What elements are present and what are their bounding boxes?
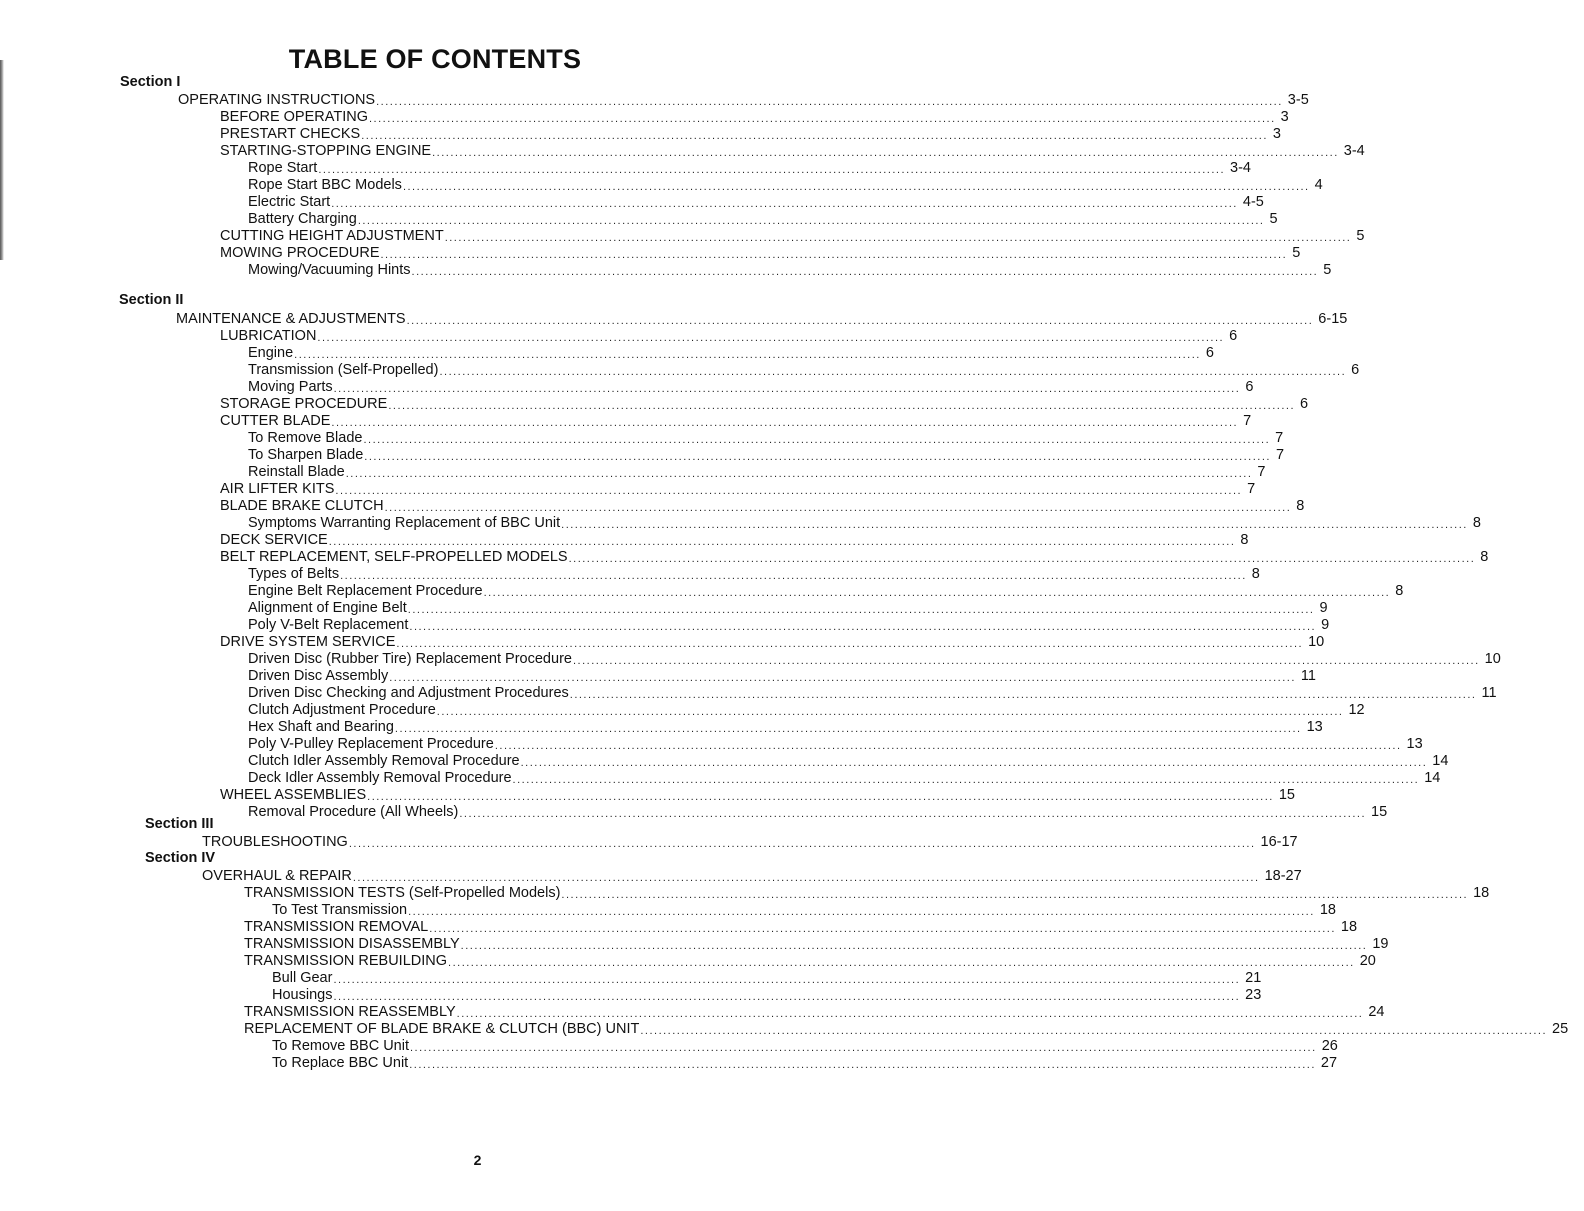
toc-entry-page: 11	[1481, 685, 1497, 701]
toc-entry-title: BEFORE OPERATING	[220, 109, 368, 125]
toc-entry-title: OVERHAUL & REPAIR	[202, 868, 352, 884]
toc-dot-leader: .......................................................................................................................................................................................................	[384, 502, 1292, 514]
toc-entry	[244, 953, 1376, 970]
toc-dot-leader: .......................................................................................................................................................................................................	[394, 723, 1302, 735]
toc-entry-title: Clutch Adjustment Procedure	[248, 702, 436, 718]
toc-entry	[220, 245, 1301, 262]
toc-entry	[248, 719, 1323, 736]
toc-dot-leader: .......................................................................................................................................................................................................	[444, 232, 1352, 244]
toc-entry-title: Poly V-Pulley Replacement Procedure	[248, 736, 494, 752]
toc-entry-title: Engine	[248, 345, 294, 361]
toc-entry-page: 20	[1359, 953, 1376, 969]
toc-entry-page: 24	[1368, 1004, 1385, 1020]
toc-entry	[248, 194, 1264, 211]
toc-dot-leader: .......................................................................................................................................................................................................	[388, 400, 1296, 412]
toc-entry-page: 4	[1314, 177, 1323, 193]
toc-entry	[248, 736, 1423, 753]
toc-entry	[244, 885, 1490, 902]
toc-entry-title: Poly V-Belt Replacement	[248, 617, 409, 633]
toc-entry-title: Removal Procedure (All Wheels)	[248, 804, 459, 820]
toc-entry-page: 3	[1272, 126, 1281, 142]
toc-entry-page: 13	[1306, 719, 1323, 735]
toc-entry	[178, 92, 1309, 109]
toc-entry-page: 5	[1269, 211, 1278, 227]
toc-entry-page: 12	[1348, 702, 1365, 718]
toc-entry-page: 3-4	[1230, 160, 1251, 176]
toc-entry	[248, 566, 1260, 583]
toc-entry-page: 6	[1229, 328, 1238, 344]
toc-dot-leader: .......................................................................................................................................................................................................	[380, 249, 1288, 261]
toc-entry-page: 3-4	[1343, 143, 1365, 159]
toc-dot-leader: .......................................................................................................................................................................................................	[448, 957, 1355, 969]
toc-dot-leader: .......................................................................................................................................................................................................	[569, 689, 1477, 701]
toc-entry	[220, 532, 1249, 549]
toc-entry-title: AIR LIFTER KITS	[220, 481, 335, 497]
toc-entry-title: TRANSMISSION REMOVAL	[244, 919, 429, 935]
toc-dot-leader: .......................................................................................................................................................................................................	[456, 1008, 1364, 1020]
toc-entry	[220, 228, 1365, 245]
toc-dot-leader: .......................................................................................................................................................................................................	[402, 181, 1310, 193]
toc-entry-page: 7	[1247, 481, 1256, 497]
page-title: TABLE OF CONTENTS	[288, 44, 582, 74]
toc-entry-page: 5	[1292, 245, 1301, 261]
section-heading-1: Section I	[120, 74, 181, 90]
toc-entry	[248, 430, 1284, 447]
toc-entry-page: 8	[1395, 583, 1404, 599]
toc-dot-leader: .......................................................................................................................................................................................................	[568, 553, 1476, 565]
toc-entry-title: Reinstall Blade	[248, 464, 345, 480]
toc-entry-title: Rope Start BBC Models	[248, 177, 402, 193]
toc-entry-page: 11	[1300, 668, 1316, 684]
toc-dot-leader: .......................................................................................................................................................................................................	[331, 198, 1238, 210]
toc-entry	[248, 617, 1330, 634]
toc-entry-page: 8	[1472, 515, 1481, 531]
toc-dot-leader: .......................................................................................................................................................................................................	[363, 434, 1271, 446]
toc-entry-page: 5	[1323, 262, 1332, 278]
section-heading-4: Section IV	[145, 850, 216, 866]
toc-dot-leader: .......................................................................................................................................................................................................	[408, 906, 1315, 918]
toc-entry-page: 4-5	[1242, 194, 1264, 210]
toc-entry-page: 6-15	[1318, 311, 1348, 327]
toc-entry	[272, 902, 1336, 919]
toc-entry-title: Transmission (Self-Propelled)	[248, 362, 439, 378]
toc-entry-title: DECK SERVICE	[220, 532, 328, 548]
toc-entry-title: Driven Disc Assembly	[248, 668, 389, 684]
toc-entry-page: 8	[1480, 549, 1489, 565]
page-number: 2	[473, 1152, 482, 1168]
toc-entry-title: Engine Belt Replacement Procedure	[248, 583, 483, 599]
toc-dot-leader: .......................................................................................................................................................................................................	[494, 740, 1402, 752]
toc-entry	[248, 515, 1481, 532]
toc-entry-title: MOWING PROCEDURE	[220, 245, 380, 261]
toc-entry-title: Driven Disc (Rubber Tire) Replacement Procedure	[248, 651, 572, 667]
toc-dot-leader: .......................................................................................................................................................................................................	[389, 672, 1296, 684]
toc-entry-title: To Replace BBC Unit	[272, 1055, 409, 1071]
toc-entry-page: 3-5	[1287, 92, 1309, 108]
toc-entry-title: LUBRICATION	[220, 328, 317, 344]
toc-dot-leader: .......................................................................................................................................................................................................	[409, 621, 1317, 633]
toc-entry-page: 26	[1321, 1038, 1338, 1054]
toc-dot-leader: .......................................................................................................................................................................................................	[318, 164, 1226, 176]
toc-entry-page: 9	[1321, 617, 1330, 633]
toc-entry-title: TRANSMISSION TESTS (Self-Propelled Models)	[244, 885, 561, 901]
toc-dot-leader: .......................................................................................................................................................................................................	[460, 940, 1368, 952]
toc-entry	[220, 481, 1256, 498]
toc-entry	[248, 464, 1266, 481]
toc-entry-page: 5	[1356, 228, 1365, 244]
toc-entry-title: Rope Start	[248, 160, 318, 176]
toc-entry-page: 21	[1245, 970, 1262, 986]
toc-dot-leader: .......................................................................................................................................................................................................	[396, 638, 1304, 650]
toc-entry-title: Symptoms Warranting Replacement of BBC Unit	[248, 515, 561, 531]
toc-entry-title: Mowing/Vacuuming Hints	[248, 262, 411, 278]
toc-entry-title: TRANSMISSION REBUILDING	[244, 953, 448, 969]
toc-entry-title: BLADE BRAKE CLUTCH	[220, 498, 384, 514]
toc-entry-title: To Remove Blade	[248, 430, 363, 446]
toc-entry-title: Alignment of Engine Belt	[248, 600, 407, 616]
toc-entry	[244, 1021, 1569, 1038]
toc-entry-page: 10	[1308, 634, 1325, 650]
toc-entry	[248, 600, 1328, 617]
toc-dot-leader: .......................................................................................................................................................................................................	[317, 332, 1225, 344]
toc-entry	[220, 413, 1252, 430]
toc-entry	[248, 685, 1497, 702]
toc-dot-leader: .......................................................................................................................................................................................................	[364, 451, 1271, 463]
toc-entry	[248, 770, 1441, 787]
toc-dot-leader: .......................................................................................................................................................................................................	[561, 889, 1469, 901]
toc-entry	[248, 262, 1332, 279]
toc-dot-leader: .......................................................................................................................................................................................................	[357, 215, 1265, 227]
toc-dot-leader: .......................................................................................................................................................................................................	[333, 383, 1241, 395]
toc-entry-title: OPERATING INSTRUCTIONS	[178, 92, 376, 108]
toc-entry-page: 25	[1552, 1021, 1569, 1037]
toc-dot-leader: .......................................................................................................................................................................................................	[340, 570, 1247, 582]
toc-entry-title: To Sharpen Blade	[248, 447, 364, 463]
toc-dot-leader: .......................................................................................................................................................................................................	[429, 923, 1336, 935]
toc-entry	[248, 753, 1449, 770]
toc-dot-leader: .......................................................................................................................................................................................................	[331, 417, 1239, 429]
toc-entry-page: 6	[1245, 379, 1254, 395]
toc-dot-leader: .......................................................................................................................................................................................................	[352, 872, 1260, 884]
toc-entry-title: CUTTER BLADE	[220, 413, 331, 429]
toc-entry-page: 7	[1275, 430, 1284, 446]
toc-dot-leader: .......................................................................................................................................................................................................	[368, 113, 1276, 125]
toc-dot-leader: .......................................................................................................................................................................................................	[333, 974, 1241, 986]
toc-dot-leader: .......................................................................................................................................................................................................	[361, 130, 1268, 142]
toc-entry-page: 18	[1340, 919, 1358, 935]
toc-entry-page: 9	[1319, 600, 1328, 616]
toc-dot-leader: .......................................................................................................................................................................................................	[367, 791, 1274, 803]
toc-entry	[248, 345, 1214, 362]
toc-entry	[220, 328, 1238, 345]
toc-entry-page: 23	[1245, 987, 1262, 1003]
toc-entry	[272, 1038, 1338, 1055]
toc-dot-leader: .......................................................................................................................................................................................................	[335, 485, 1243, 497]
toc-entry-title: MAINTENANCE & ADJUSTMENTS	[176, 311, 406, 327]
toc-dot-leader: .......................................................................................................................................................................................................	[407, 604, 1315, 616]
section-heading-3: Section III	[145, 816, 214, 832]
toc-entry-title: STARTING-STOPPING ENGINE	[220, 143, 432, 159]
toc-entry	[220, 396, 1309, 413]
toc-dot-leader: .......................................................................................................................................................................................................	[411, 266, 1319, 278]
toc-entry-page: 16-17	[1260, 834, 1298, 850]
toc-entry-title: Electric Start	[248, 194, 331, 210]
toc-entry	[248, 177, 1323, 194]
toc-entry-page: 18	[1319, 902, 1336, 918]
toc-dot-leader: .......................................................................................................................................................................................................	[410, 1042, 1317, 1054]
toc-entry-title: Bull Gear	[272, 970, 333, 986]
toc-entry-page: 7	[1243, 413, 1252, 429]
toc-entry	[272, 987, 1262, 1004]
toc-entry-title: WHEEL ASSEMBLIES	[220, 787, 367, 803]
toc-dot-leader: .......................................................................................................................................................................................................	[561, 519, 1468, 531]
toc-dot-leader: .......................................................................................................................................................................................................	[520, 757, 1428, 769]
toc-dot-leader: .......................................................................................................................................................................................................	[409, 1059, 1316, 1071]
toc-entry-title: Clutch Idler Assembly Removal Procedure	[248, 753, 520, 769]
scan-edge-shadow	[0, 60, 4, 260]
toc-entry-title: CUTTING HEIGHT ADJUSTMENT	[220, 228, 444, 244]
toc-entry-title: Deck Idler Assembly Removal Procedure	[248, 770, 512, 786]
toc-dot-leader: .......................................................................................................................................................................................................	[436, 706, 1344, 718]
toc-entry	[248, 160, 1251, 177]
toc-dot-leader: .......................................................................................................................................................................................................	[348, 838, 1256, 850]
toc-entry	[272, 970, 1262, 987]
toc-entry-title: PRESTART CHECKS	[220, 126, 361, 142]
toc-entry-page: 8	[1296, 498, 1305, 514]
toc-entry	[220, 549, 1489, 566]
toc-entry	[220, 126, 1281, 143]
toc-entry-title: Hex Shaft and Bearing	[248, 719, 394, 735]
toc-entry-title: Moving Parts	[248, 379, 333, 395]
toc-entry-page: 15	[1371, 804, 1388, 820]
toc-entry-page: 6	[1351, 362, 1360, 378]
toc-entry	[248, 583, 1404, 600]
toc-dot-leader: .......................................................................................................................................................................................................	[572, 655, 1480, 667]
toc-dot-leader: .......................................................................................................................................................................................................	[294, 349, 1201, 361]
toc-entry	[248, 379, 1254, 396]
toc-entry-page: 6	[1300, 396, 1309, 412]
toc-entry-title: To Remove BBC Unit	[272, 1038, 409, 1054]
toc-dot-leader: .......................................................................................................................................................................................................	[512, 774, 1420, 786]
toc-entry-page: 18-27	[1264, 868, 1302, 884]
toc-entry-page: 7	[1275, 447, 1285, 463]
toc-entry	[248, 211, 1278, 228]
toc-entry-page: 27	[1320, 1055, 1338, 1071]
toc-dot-leader: .......................................................................................................................................................................................................	[376, 96, 1283, 108]
toc-dot-leader: .......................................................................................................................................................................................................	[345, 468, 1253, 480]
toc-entry-title: Types of Belts	[248, 566, 340, 582]
toc-entry-title: DRIVE SYSTEM SERVICE	[220, 634, 396, 650]
toc-entry-page: 8	[1240, 532, 1249, 548]
toc-entry-page: 15	[1278, 787, 1295, 803]
toc-entry-title: BELT REPLACEMENT, SELF-PROPELLED MODELS	[220, 549, 568, 565]
toc-entry	[248, 668, 1316, 685]
toc-entry	[202, 834, 1298, 851]
toc-entry-page: 10	[1484, 651, 1501, 667]
toc-entry	[248, 804, 1388, 821]
toc-entry-page: 7	[1257, 464, 1266, 480]
toc-entry	[248, 702, 1365, 719]
toc-dot-leader: .......................................................................................................................................................................................................	[640, 1025, 1548, 1037]
toc-entry-page: 8	[1251, 566, 1260, 582]
toc-entry-title: To Test Transmission	[272, 902, 408, 918]
toc-entry	[248, 651, 1501, 668]
toc-entry-title: REPLACEMENT OF BLADE BRAKE & CLUTCH (BBC) UNIT	[244, 1021, 640, 1037]
toc-entry-page: 6	[1205, 345, 1214, 361]
toc-dot-leader: .......................................................................................................................................................................................................	[439, 366, 1347, 378]
toc-entry	[220, 787, 1295, 804]
toc-entry-page: 19	[1372, 936, 1389, 952]
toc-entry	[244, 1004, 1385, 1021]
toc-entry-title: TRANSMISSION DISASSEMBLY	[244, 936, 460, 952]
toc-entry	[248, 447, 1285, 464]
toc-entry	[244, 936, 1389, 953]
toc-dot-leader: .......................................................................................................................................................................................................	[483, 587, 1391, 599]
toc-entry-title: Housings	[272, 987, 333, 1003]
toc-entry-page: 18	[1473, 885, 1490, 901]
toc-entry-page: 13	[1406, 736, 1423, 752]
toc-entry	[176, 311, 1348, 328]
toc-dot-leader: .......................................................................................................................................................................................................	[432, 147, 1339, 159]
toc-entry	[272, 1055, 1338, 1072]
toc-entry	[220, 109, 1289, 126]
toc-entry	[220, 634, 1325, 651]
toc-entry	[220, 143, 1365, 160]
toc-entry-title: TROUBLESHOOTING	[202, 834, 348, 850]
toc-entry-page: 14	[1424, 770, 1441, 786]
toc-entry-page: 14	[1432, 753, 1449, 769]
toc-entry-title: Battery Charging	[248, 211, 357, 227]
toc-entry	[248, 362, 1360, 379]
toc-dot-leader: .......................................................................................................................................................................................................	[406, 315, 1314, 327]
toc-dot-leader: .......................................................................................................................................................................................................	[459, 808, 1367, 820]
toc-entry	[202, 868, 1302, 885]
toc-entry-title: TRANSMISSION REASSEMBLY	[244, 1004, 456, 1020]
toc-entry	[244, 919, 1358, 936]
toc-dot-leader: .......................................................................................................................................................................................................	[333, 991, 1241, 1003]
toc-entry-title: STORAGE PROCEDURE	[220, 396, 388, 412]
toc-entry-page: 3	[1280, 109, 1289, 125]
toc-entry-title: Driven Disc Checking and Adjustment Procedures	[248, 685, 569, 701]
section-heading-2: Section II	[119, 292, 184, 308]
toc-entry	[220, 498, 1305, 515]
toc-dot-leader: .......................................................................................................................................................................................................	[328, 536, 1236, 548]
